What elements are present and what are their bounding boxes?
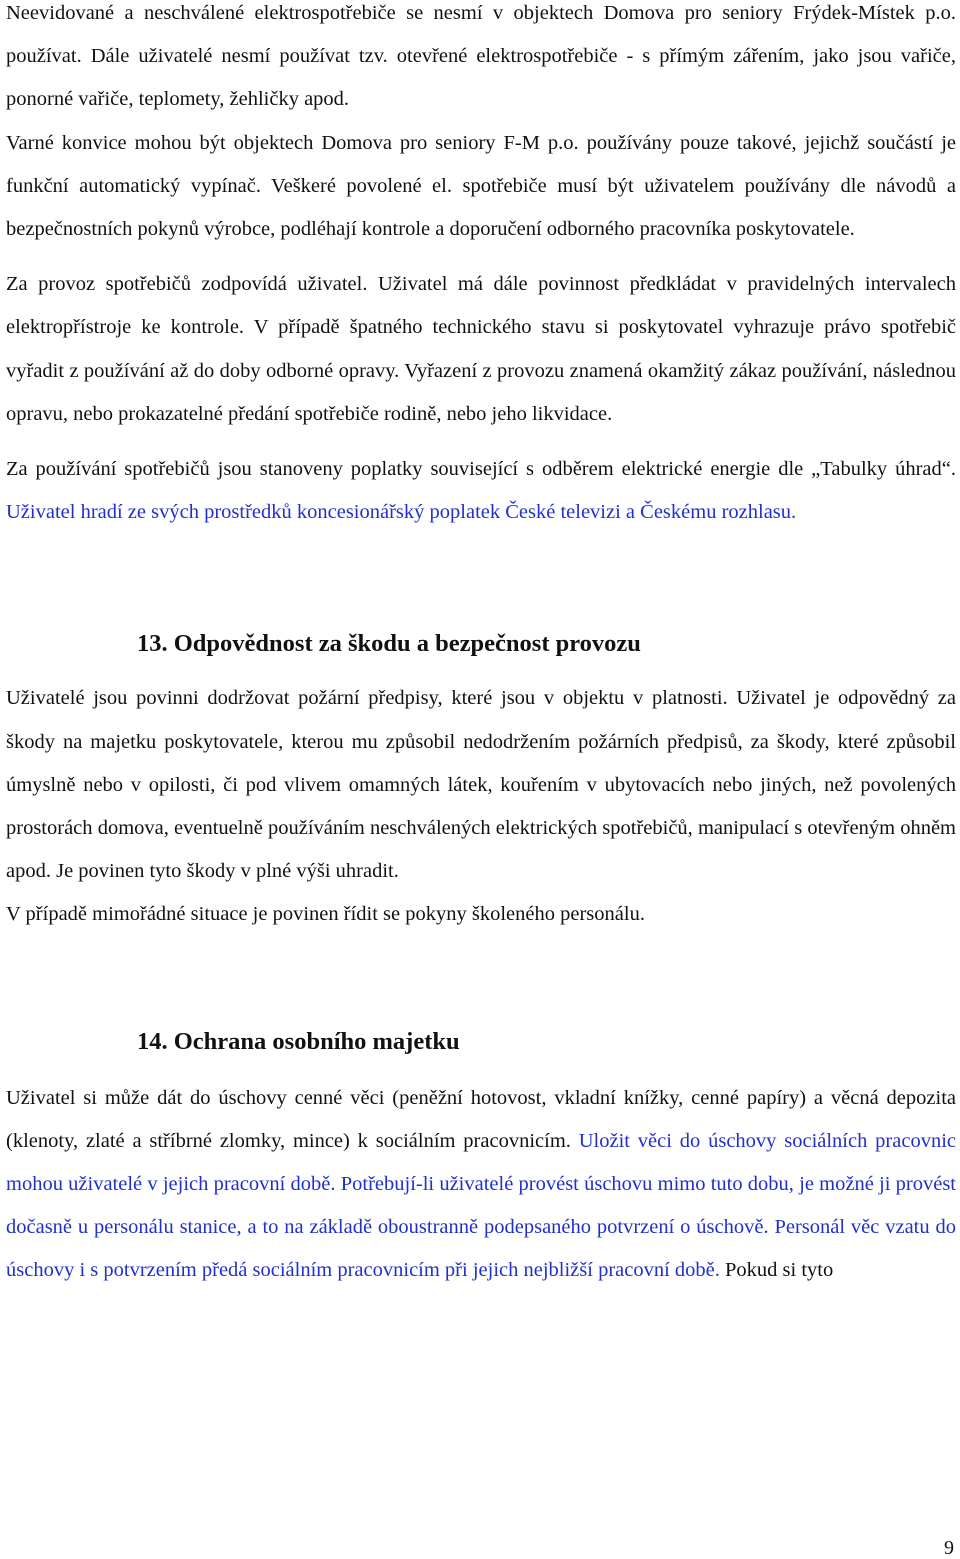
paragraph-personal-property — [6, 1077, 956, 1293]
paragraph-fees — [6, 448, 956, 534]
paragraph-text: Uživatelé jsou povinni dodržovat požární předpisy, které jsou v objektu v platnosti. Uživatel je odpovědný za škody na majetku poskytovatele, kterou mu způsobil nedodržením požárních předpisů, za škody, které způsobil úmyslně nebo v opilosti, či pod vlivem omamných látek, kouřením v ubytovacích nebo jiných, než povolených prostorách domova, eventuelně používáním neschválených elektrických spotřebičů, manipulací s otevřeným ohněm apod. Je povinen tyto škody v plné výši uhradit. — [6, 687, 956, 883]
paragraph-fire-rules — [6, 677, 956, 893]
paragraph-text: Za provoz spotřebičů zodpovídá uživatel. Uživatel má dále povinnost předkládat v pravidelných intervalech elektropřístroje ke kontrole. V případě špatného technického stavu si poskytovatel vyhrazuje právo spotřebič vyřadit z používání až do doby odborné opravy. Vyřazení z provozu znamená okamžitý zákaz používání, následnou opravu, nebo prokazatelné předání spotřebiče rodině, nebo jeho likvidace. — [6, 273, 956, 425]
section-heading-13 — [6, 629, 956, 659]
document-page — [6, 0, 956, 1293]
section-number: 13. — [137, 630, 168, 658]
section-number: 14. — [137, 1027, 168, 1055]
section-title: Odpovědnost za škodu a bezpečnost provozu — [173, 630, 641, 658]
paragraph-text: Uživatel si může dát do úschovy cenné věci (peněžní hotovost, vkladní knížky, cenné papíry) a věcná depozita (klenoty, zlaté a stříbrné zlomky, mince) k sociálním pracovnicím. — [6, 1086, 956, 1152]
paragraph-text: Varné konvice mohou být objektech Domova pro seniory F-M p.o. používány pouze takové, jejichž součástí je funkční automatický vypínač. Veškeré povolené el. spotřebiče musí být uživatelem používány dle návodů a bezpečnostních pokynů výrobce, podléhají kontrole a doporučení odborného pracovníka poskytovatele. — [6, 131, 956, 241]
highlighted-text: Uživatel hradí ze svých prostředků koncesionářský poplatek České televizi a Českému rozhlasu. — [6, 501, 797, 524]
paragraph-emergency — [6, 893, 956, 936]
paragraph-text: Za používání spotřebičů jsou stanoveny poplatky související s odběrem elektrické energie dle „Tabulky úhrad“. — [6, 458, 956, 481]
paragraph-operation-responsibility — [6, 263, 956, 436]
paragraph-appliances-ban — [6, 0, 956, 122]
paragraph-kettles — [6, 122, 956, 252]
section-heading-14 — [6, 1027, 956, 1057]
section-title: Ochrana osobního majetku — [173, 1027, 460, 1055]
paragraph-text: Neevidované a neschválené elektrospotřebiče se nesmí v objektech Domova pro seniory Frýdek-Místek p.o. používat. Dále uživatelé nesmí používat tzv. otevřené elektrospotřebiče - s přímým zářením, jako jsou vařiče, ponorné vařiče, teplomety, žehličky apod. — [6, 2, 956, 111]
paragraph-text: V případě mimořádné situace je povinen řídit se pokyny školeného personálu. — [6, 903, 645, 926]
page-number: 9 — [944, 1537, 954, 1559]
highlighted-text: Uložit věci do úschovy sociálních pracovnic mohou uživatelé v jejich pracovní době. Potřebují-li uživatelé provést úschovu mimo tuto dobu, je možné ji provést dočasně u personálu stanice, a to na základě oboustranně podepsaného potvrzení o úschově. Personál věc vzatu do úschovy i s potvrzením předá sociálním pracovnicím při jejich nejbližší pracovní době. — [6, 1129, 956, 1282]
paragraph-text: Pokud si tyto — [719, 1259, 834, 1282]
